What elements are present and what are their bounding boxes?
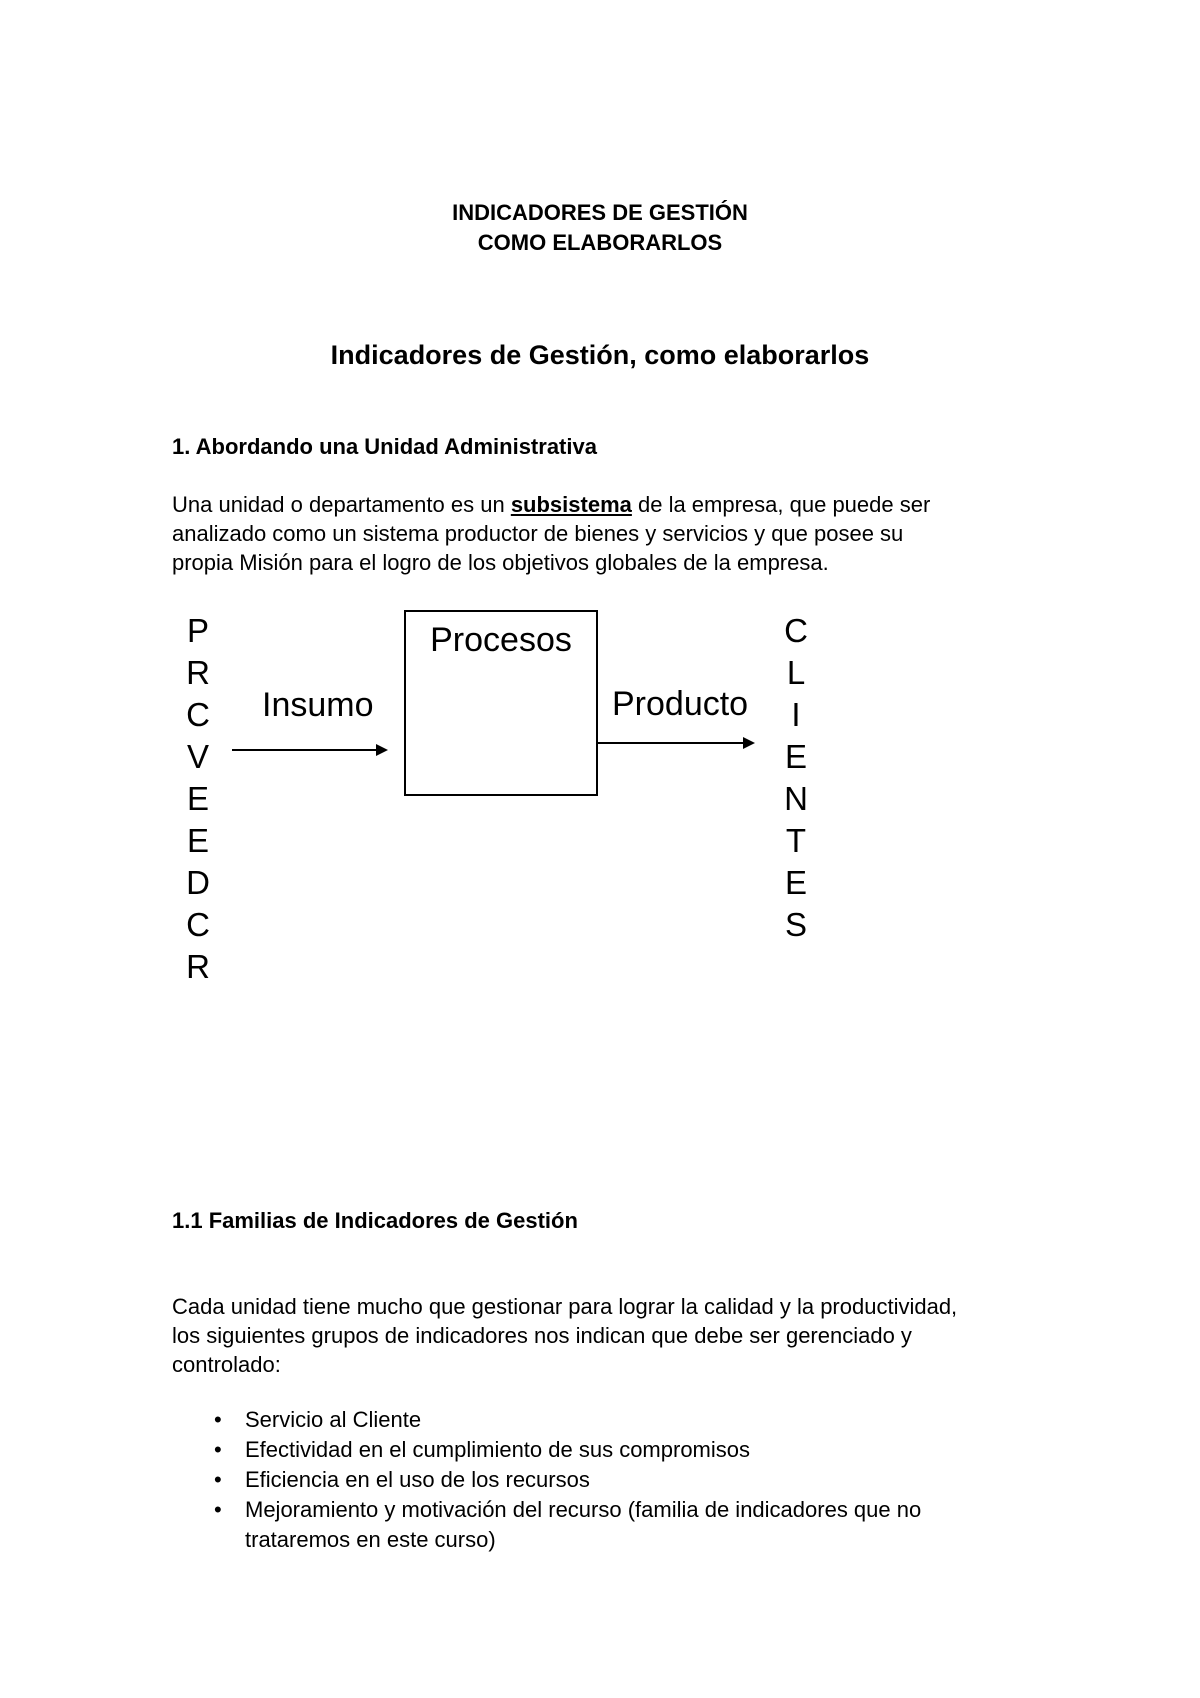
main-title: Indicadores de Gestión, como elaborarlos xyxy=(330,340,870,370)
letter: S xyxy=(784,906,807,943)
paragraph-line: los siguientes grupos de indicadores nos indican que debe ser gerenciado y xyxy=(172,1323,912,1348)
paragraph-line xyxy=(172,490,1072,519)
clientes-vertical-label xyxy=(781,610,811,946)
text-segment: de la empresa, que puede ser xyxy=(631,492,931,517)
letter: C xyxy=(186,696,210,733)
letter: E xyxy=(186,822,209,859)
document-header-line1: INDICADORES DE GESTIÓN xyxy=(452,200,748,225)
paragraph-line: propia Misión para el logro de los objetivos globales de la empresa. xyxy=(172,550,829,575)
list-item-text: Servicio al Cliente xyxy=(245,1407,422,1432)
list-item-text: Mejoramiento y motivación del recurso (familia de indicadores que no xyxy=(245,1497,922,1522)
list-item-text: trataremos en este curso) xyxy=(245,1527,496,1552)
letter: R xyxy=(186,948,210,985)
producto-label: Producto xyxy=(612,685,749,723)
letter: C xyxy=(186,906,210,943)
input-arrow xyxy=(230,740,390,760)
insumo-label: Insumo xyxy=(262,686,374,724)
letter: E xyxy=(186,780,209,817)
indicator-family-list xyxy=(200,1405,1080,1555)
letter: L xyxy=(786,654,806,691)
letter: E xyxy=(784,738,807,775)
bullet-spacer xyxy=(200,1525,245,1555)
letter: D xyxy=(186,864,210,901)
text-segment: Una unidad o departamento es un xyxy=(172,492,511,517)
letter: T xyxy=(785,822,807,859)
section-1-heading: 1. Abordando una Unidad Administrativa xyxy=(172,434,597,459)
procesos-label: Procesos xyxy=(430,621,572,659)
bullet-icon: • xyxy=(214,1497,222,1522)
list-item xyxy=(200,1405,1080,1435)
list-item-text: Eficiencia en el uso de los recursos xyxy=(245,1467,590,1492)
section-1-paragraph xyxy=(172,490,1072,577)
list-item xyxy=(200,1465,1080,1495)
list-item-continuation xyxy=(200,1525,1080,1555)
letter: E xyxy=(784,864,807,901)
paragraph-line: controlado: xyxy=(172,1352,281,1377)
letter: P xyxy=(186,612,209,649)
letter: I xyxy=(791,696,801,733)
section-1-1-heading: 1.1 Familias de Indicadores de Gestión xyxy=(172,1208,578,1233)
paragraph-line: Cada unidad tiene mucho que gestionar para lograr la calidad y la productividad, xyxy=(172,1294,958,1319)
letter: R xyxy=(186,654,210,691)
bullet-icon: • xyxy=(214,1437,222,1462)
output-arrow xyxy=(597,733,757,753)
letter: C xyxy=(784,612,808,649)
subsistema-term: subsistema xyxy=(510,492,632,517)
paragraph-line: analizado como un sistema productor de bienes y servicios y que posee su xyxy=(172,521,904,546)
proveedor-vertical-label xyxy=(183,610,213,988)
procesos-box xyxy=(404,610,598,796)
list-item xyxy=(200,1435,1080,1465)
document-header-line2: COMO ELABORARLOS xyxy=(477,230,723,255)
section-1-1-paragraph xyxy=(172,1292,1072,1379)
list-item-text: Efectividad en el cumplimiento de sus compromisos xyxy=(245,1437,751,1462)
bullet-icon: • xyxy=(214,1407,222,1432)
letter: V xyxy=(186,738,209,775)
list-item xyxy=(200,1495,1080,1525)
bullet-icon: • xyxy=(214,1467,222,1492)
letter: N xyxy=(784,780,808,817)
